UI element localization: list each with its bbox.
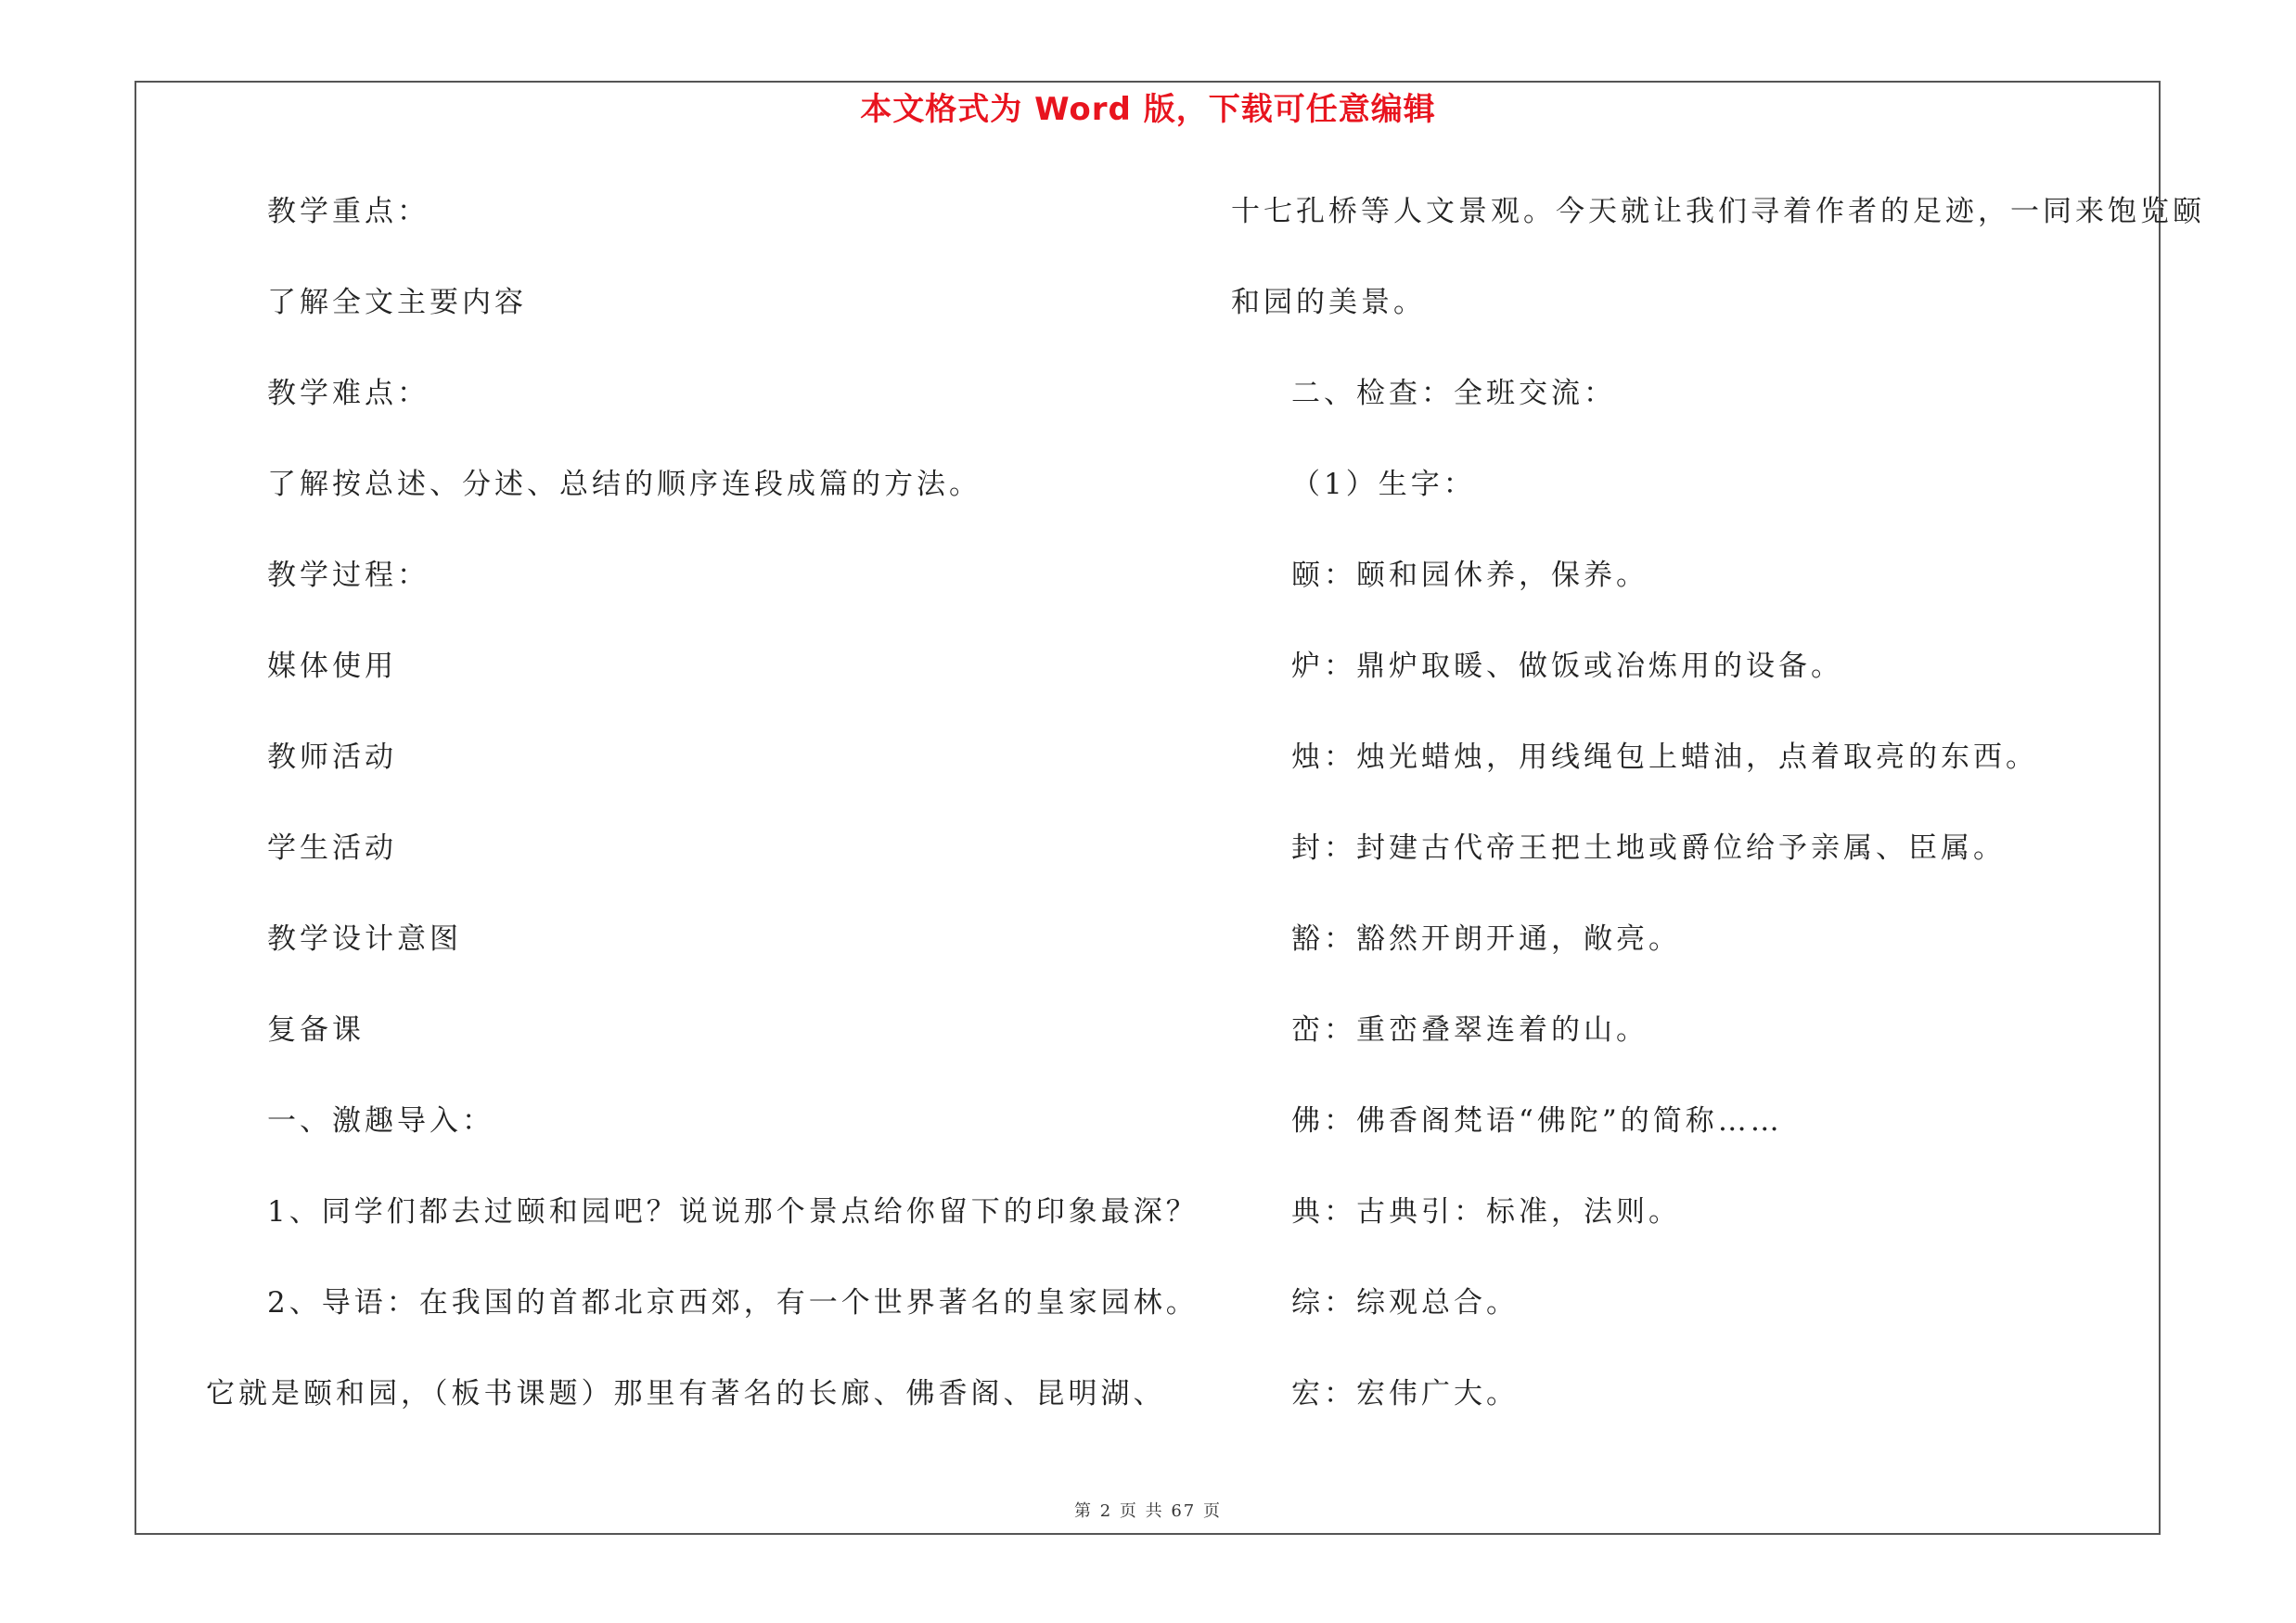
right-line: 豁：豁然开朗开通，敞亮。 [1291,922,1681,956]
word-format-banner: 本文格式为 Word 版，下载可任意编辑 [860,91,1436,128]
right-line: 和园的美景。 [1231,286,1426,319]
right-line: 二、检查：全班交流： [1291,377,1616,410]
right-line: 烛：烛光蜡烛，用线绳包上蜡油，点着取亮的东西。 [1291,741,2038,774]
right-line: 炉：鼎炉取暖、做饭或冶炼用的设备。 [1291,650,1843,683]
left-line: 学生活动 [267,831,397,865]
left-line: 了解按总述、分述、总结的顺序连段成篇的方法。 [267,468,981,501]
left-line: 复备课 [267,1013,365,1047]
right-line: 宏：宏伟广大。 [1291,1377,1519,1410]
left-line: 2、导语：在我国的首都北京西郊，有一个世界著名的皇家园林。 [267,1286,1199,1320]
right-line: 佛：佛香阁梵语“佛陀”的简称…… [1291,1104,1783,1138]
left-line: 教学设计意图 [267,922,462,956]
left-line: 它就是颐和园，（板书课题）那里有著名的长廊、佛香阁、昆明湖、 [206,1377,1166,1410]
left-line: 了解全文主要内容 [267,286,527,319]
right-line: 十七孔桥等人文景观。今天就让我们寻着作者的足迹，一同来饱览颐 [1231,195,2205,228]
left-line: 教学难点： [267,377,430,410]
right-line: 综：综观总合。 [1291,1286,1519,1320]
left-line: 教师活动 [267,741,397,774]
left-line: 1、同学们都去过颐和园吧？说说那个景点给你留下的印象最深？ [267,1195,1199,1229]
page-number: 第 2 页 共 67 页 [1074,1501,1222,1521]
right-line: 封：封建古代帝王把土地或爵位给予亲属、臣属。 [1291,831,2006,865]
right-line: 峦：重峦叠翠连着的山。 [1291,1013,1648,1047]
left-line: 一、激趣导入： [267,1104,494,1138]
right-line: （1）生字： [1291,468,1476,501]
left-line: 教学重点： [267,195,430,228]
right-line: 颐：颐和园休养，保养。 [1291,559,1648,592]
left-line: 教学过程： [267,559,430,592]
right-line: 典：古典引：标准，法则。 [1291,1195,1681,1229]
left-line: 媒体使用 [267,650,397,683]
